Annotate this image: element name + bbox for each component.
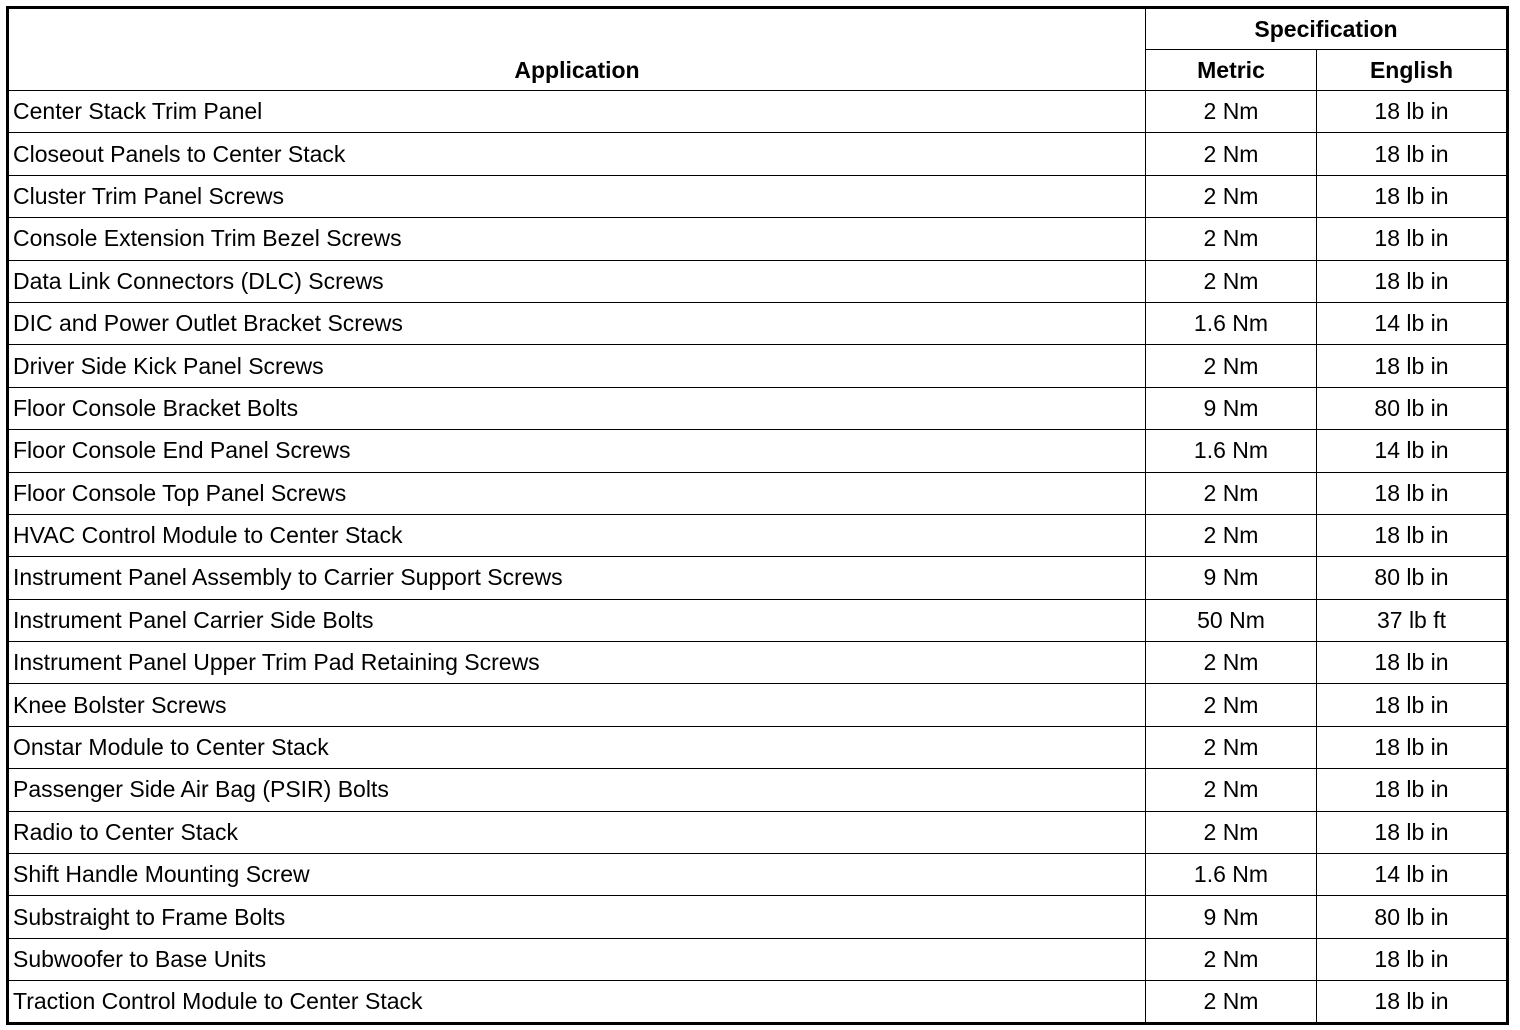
english-value-cell: 18 lb in (1317, 345, 1508, 387)
metric-value-cell: 1.6 Nm (1146, 302, 1317, 344)
english-value-cell: 18 lb in (1317, 260, 1508, 302)
english-value-cell: 14 lb in (1317, 430, 1508, 472)
metric-value-cell: 2 Nm (1146, 472, 1317, 514)
application-cell: Knee Bolster Screws (8, 684, 1146, 726)
table-row (8, 938, 1508, 980)
metric-header: Metric (1146, 50, 1317, 91)
table-row (8, 218, 1508, 260)
table-row (8, 91, 1508, 133)
metric-value-cell: 2 Nm (1146, 175, 1317, 217)
application-cell: Passenger Side Air Bag (PSIR) Bolts (8, 769, 1146, 811)
application-cell: Data Link Connectors (DLC) Screws (8, 260, 1146, 302)
application-cell: DIC and Power Outlet Bracket Screws (8, 302, 1146, 344)
application-cell: Traction Control Module to Center Stack (8, 981, 1146, 1024)
english-value-cell: 18 lb in (1317, 726, 1508, 768)
english-value-cell: 18 lb in (1317, 684, 1508, 726)
english-value-cell: 18 lb in (1317, 938, 1508, 980)
metric-value-cell: 2 Nm (1146, 91, 1317, 133)
table-row (8, 387, 1508, 429)
table-row (8, 430, 1508, 472)
application-cell: Instrument Panel Upper Trim Pad Retaining Screws (8, 642, 1146, 684)
table-row (8, 557, 1508, 599)
english-value-cell: 80 lb in (1317, 387, 1508, 429)
metric-value-cell: 1.6 Nm (1146, 430, 1317, 472)
application-cell: Instrument Panel Carrier Side Bolts (8, 599, 1146, 641)
table-row (8, 302, 1508, 344)
application-cell: Instrument Panel Assembly to Carrier Support Screws (8, 557, 1146, 599)
table-header (8, 8, 1508, 91)
metric-value-cell: 2 Nm (1146, 684, 1317, 726)
metric-value-cell: 2 Nm (1146, 726, 1317, 768)
application-cell: Closeout Panels to Center Stack (8, 133, 1146, 175)
metric-value-cell: 2 Nm (1146, 981, 1317, 1024)
english-value-cell: 18 lb in (1317, 218, 1508, 260)
metric-value-cell: 9 Nm (1146, 896, 1317, 938)
english-value-cell: 80 lb in (1317, 896, 1508, 938)
english-value-cell: 18 lb in (1317, 91, 1508, 133)
metric-value-cell: 2 Nm (1146, 218, 1317, 260)
english-value-cell: 18 lb in (1317, 642, 1508, 684)
metric-value-cell: 2 Nm (1146, 811, 1317, 853)
table-row (8, 854, 1508, 896)
english-value-cell: 18 lb in (1317, 769, 1508, 811)
table-row (8, 514, 1508, 556)
application-cell: Substraight to Frame Bolts (8, 896, 1146, 938)
table-row (8, 642, 1508, 684)
metric-value-cell: 2 Nm (1146, 514, 1317, 556)
table-row (8, 684, 1508, 726)
english-value-cell: 18 lb in (1317, 175, 1508, 217)
specification-header: Specification (1146, 8, 1508, 50)
application-cell: Subwoofer to Base Units (8, 938, 1146, 980)
metric-value-cell: 1.6 Nm (1146, 854, 1317, 896)
application-cell: Floor Console End Panel Screws (8, 430, 1146, 472)
metric-value-cell: 9 Nm (1146, 387, 1317, 429)
english-value-cell: 80 lb in (1317, 557, 1508, 599)
application-cell: Floor Console Bracket Bolts (8, 387, 1146, 429)
table-row (8, 726, 1508, 768)
header-row-top (8, 8, 1508, 50)
english-value-cell: 18 lb in (1317, 514, 1508, 556)
metric-value-cell: 2 Nm (1146, 133, 1317, 175)
english-value-cell: 14 lb in (1317, 302, 1508, 344)
application-cell: Center Stack Trim Panel (8, 91, 1146, 133)
application-cell: Driver Side Kick Panel Screws (8, 345, 1146, 387)
application-cell: Onstar Module to Center Stack (8, 726, 1146, 768)
application-cell: Cluster Trim Panel Screws (8, 175, 1146, 217)
english-header: English (1317, 50, 1508, 91)
metric-value-cell: 2 Nm (1146, 642, 1317, 684)
english-value-cell: 37 lb ft (1317, 599, 1508, 641)
table-row (8, 769, 1508, 811)
application-cell: Shift Handle Mounting Screw (8, 854, 1146, 896)
application-cell: Console Extension Trim Bezel Screws (8, 218, 1146, 260)
english-value-cell: 18 lb in (1317, 811, 1508, 853)
application-cell: HVAC Control Module to Center Stack (8, 514, 1146, 556)
table-row (8, 260, 1508, 302)
table-row (8, 472, 1508, 514)
table-row (8, 599, 1508, 641)
metric-value-cell: 2 Nm (1146, 345, 1317, 387)
english-value-cell: 18 lb in (1317, 472, 1508, 514)
english-value-cell: 18 lb in (1317, 133, 1508, 175)
metric-value-cell: 2 Nm (1146, 938, 1317, 980)
metric-value-cell: 50 Nm (1146, 599, 1317, 641)
metric-value-cell: 2 Nm (1146, 260, 1317, 302)
table-row (8, 811, 1508, 853)
table-row (8, 345, 1508, 387)
table-body (8, 91, 1508, 1024)
table-row (8, 896, 1508, 938)
metric-value-cell: 2 Nm (1146, 769, 1317, 811)
table-row (8, 175, 1508, 217)
torque-specification-table (6, 6, 1509, 1025)
application-cell: Floor Console Top Panel Screws (8, 472, 1146, 514)
table-row (8, 981, 1508, 1024)
metric-value-cell: 9 Nm (1146, 557, 1317, 599)
application-cell: Radio to Center Stack (8, 811, 1146, 853)
application-header: Application (8, 8, 1146, 91)
english-value-cell: 14 lb in (1317, 854, 1508, 896)
table-row (8, 133, 1508, 175)
english-value-cell: 18 lb in (1317, 981, 1508, 1024)
